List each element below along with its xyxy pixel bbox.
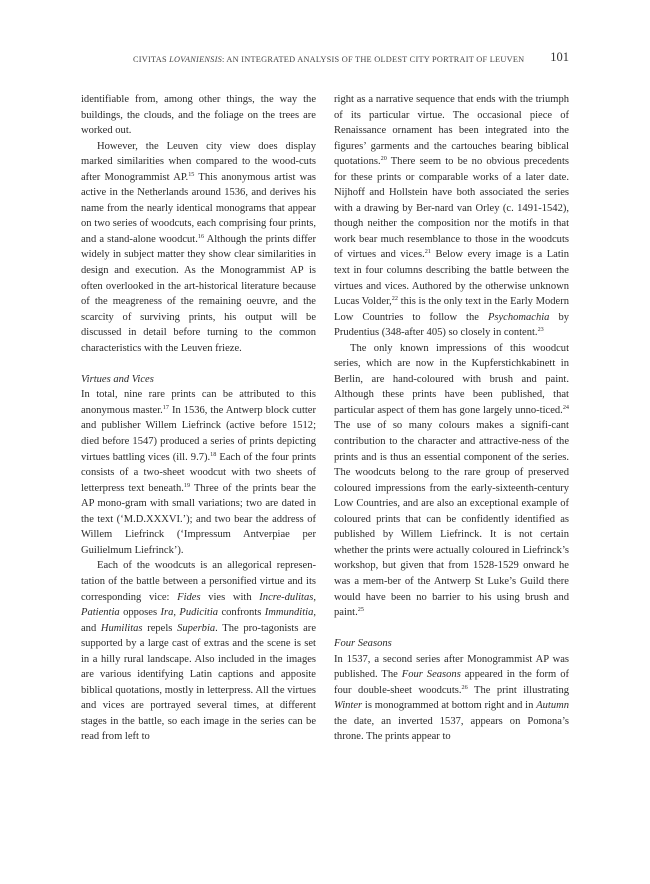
footnote-ref: 24 [562, 403, 569, 411]
paragraph: right as a narrative sequence that ends with the triumph of its particular virtue. The occasional piece of Renaissance ornament has been integrated into the figures’ garments and the cartouches bearing biblical quotations.$^{20}$ There seem to be no obvious precedents for these prints or comparable works of a later date. Nijhoff and Hollstein have both associated the series with a drawing by Ber-nard van Orley (c. 1491-1542), though neither the composition nor the motifs in that work bear much resemblance to those in the woodcuts of virtues and vices.$^{21}$ Below every image is a Latin text in four columns describing the battle between the virtues and vices. Authored by the otherwise unknown Lucas Volder,$^{22}$ this is the only text in the Early Modern Low Countries to follow the Psychomachia by Prudentius (348-after 405) so closely in content.$^{23}$ [334, 94, 570, 339]
footnote-ref: 17 [162, 403, 169, 411]
paragraph: In 1537, a second series after Monogrammist AP was published. The Four Seasons appeared in the form of four double-sheet woodcuts.$^{26}$ The print illustrating Winter is monogrammed at bottom right and in Autumn the date, an inverted 1537, appears on Pomona’s throne. The prints appear to [334, 653, 569, 743]
section-heading: Four Seasons [334, 638, 392, 650]
footnote-ref: 21 [424, 248, 431, 256]
paragraph: In total, nine rare prints can be attributed to this anonymous master.$^{17}$ In 1536, the Antwerp block cutter and publisher Willem Liefrinck (active before 1512; died before 1547) produced a series of prints depicting virtues battling vices (ill. 9.7).$^{18}$ Each of the four prints consists of a two-sheet woodcut with two sheets of letterpress text beneath.$^{19}$ Three of the prints bear the AP mono-gram with small variations; two are dated in the text (‘M.D.XXXVI.’); and two bear the address of Willem Liefrinck (‘Impressum Antverpiae per Guilielmum Liefrinck’). [81, 389, 317, 556]
page-number: 101 [550, 50, 569, 64]
paragraph: Each of the woodcuts is an allegorical represen-tation of the battle between a personified virtue and its corresponding vice: Fides vies with Incre-dulitas, Patientia opposes Ira, Pudicitia confronts Immunditia, and Humilitas repels Superbia. The pro-tagonists are supported by a large cast of extras and the scene is set in a hilly rural landscape. Also included in the images are various identifying Latin captions and apposite biblical quotations, mostly in letterpress. All the virtues and vices are portrayed several times, at different stages in the battle, so each image in the series can be read from left to [81, 560, 317, 743]
paragraph: The only known impressions of this woodcut series, which are now in the Kupferstichkabinett in Berlin, are hand-coloured with brush and paint. Although these prints have been published, that particular aspect of them has gone largely unno-ticed.$^{24}$ The use of so many colours makes a signifi-cant contribution to the character and attractive-ness of the prints and is thus an essential component of the series. The woodcuts belong to the rare group of preserved coloured impressions from the early-sixteenth-century Low Countries, and are also an exceptional example of coloured prints that can be confidently identified as published by Willem Liefrinck. It is not certain whether the prints were actually coloured in Liefrinck’s workshop, but given that from 1528-1529 onward he was a mem-ber of the Antwerp St Luke’s Guild there would have been no barrier to his using brush and paint.$^{25}$ [334, 342, 569, 619]
footnote-ref: 19 [183, 481, 191, 489]
section-heading: Virtues and Vices [81, 373, 154, 385]
footnote-ref: 23 [537, 326, 544, 334]
footnote-ref: 20 [380, 155, 387, 163]
running-head: CIVITAS LOVANIENSIS: AN INTEGRATED ANALYSIS OF THE OLDEST CITY PORTRAIT OF LEUVEN [133, 55, 525, 64]
left-column [81, 92, 316, 745]
paragraph: However, the Leuven city view does display marked similarities when compared to the wood-cuts after Monogrammist AP.$^{15}$ This anonymous artist was active in the Netherlands around 1536, and derives his name from the nearly identical monograms that appear on two series of woodcuts, each comprising four prints, and a stand-alone woodcut.$^{16}$ Although the prints differ widely in subject matter they show clear similarities in design and execution. As the Monogrammist AP is often overlooked in the art-historical literature because of the meagreness of the remaining oeuvre, and the scarcity of surviving prints, his output will be discussed in detail before turning to the common characteristics with the Leuven frieze. [81, 140, 317, 354]
footnote-ref: 18 [210, 450, 217, 458]
footnote-ref: 16 [197, 232, 205, 240]
right-column [334, 92, 569, 745]
footnote-ref: 26 [461, 683, 468, 691]
footnote-ref: 25 [357, 606, 364, 614]
footnote-ref: 15 [188, 170, 195, 178]
paragraph: identifiable from, among other things, the way the buildings, the clouds, and the foliage on the trees are worked out. [81, 94, 316, 137]
footnote-ref: 22 [391, 295, 398, 303]
